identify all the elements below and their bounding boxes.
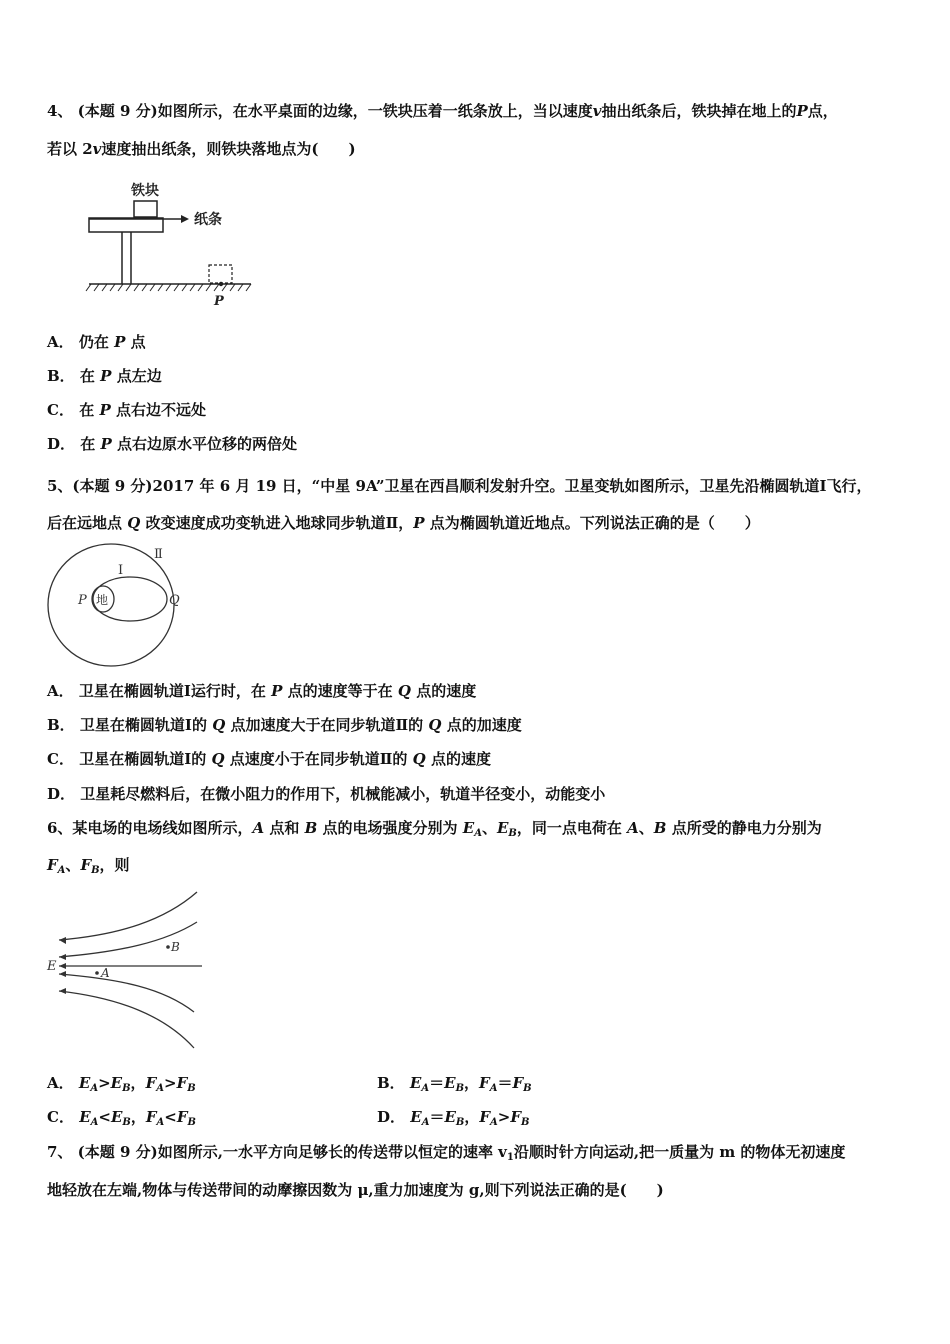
q4-stem-line1: 4、 (本题 9 分)如图所示，在水平桌面的边缘，一铁块压着一纸条放上，当以速度v抽出纸条后，铁块掉在地上的P点， (47, 102, 838, 120)
q6-option-d[interactable]: D． $E_A=E_B$，$F_A>F_B$ (377, 1108, 530, 1128)
fig-point-label: P (214, 294, 224, 309)
table-top (89, 218, 163, 232)
q5-option-a[interactable]: A． 卫星在椭圆轨道Ⅰ运行时，在 P 点的速度等于在 Q 点的速度 (47, 682, 477, 700)
fig-earth-label: 地 (96, 593, 109, 607)
q6-stem-line1: 6、某电场的电场线如图所示，A 点和 B 点的电场强度分别为 $E_A$、$E_B$，同一点电荷在 A、B 点所受的静电力分别为 (47, 819, 822, 839)
q6-field-figure (45, 888, 210, 1053)
q5-option-d[interactable]: D． 卫星耗尽燃料后，在微小阻力的作用下，机械能减小，轨道半径变小，动能变小 (47, 785, 606, 803)
q4-option-d[interactable]: D． 在 P 点右边原水平位移的两倍处 (47, 435, 298, 453)
fig-p-label: P (78, 593, 87, 608)
point-b-dot (166, 945, 170, 949)
q5-option-c[interactable]: C． 卫星在椭圆轨道Ⅰ的 Q 点速度小于在同步轨道Ⅱ的 Q 点的速度 (47, 750, 491, 768)
q4-option-c[interactable]: C． 在 P 点右边不远处 (47, 401, 206, 419)
q6-option-a[interactable]: A． $E_A>E_B$，$F_A>F_B$ (47, 1074, 196, 1094)
fig-orbit2-label: Ⅱ (154, 547, 163, 562)
iron-block (134, 201, 157, 217)
q6-stem-line2: $F_A$、$F_B$，则 (47, 856, 130, 876)
fig-orbit1-label: Ⅰ (118, 563, 124, 578)
q5-stem-line2: 后在远地点 Q 改变速度成功变轨进入地球同步轨道Ⅱ，P 点为椭圆轨道近地点。下列说法正确的是（ ） (47, 514, 760, 532)
point-a-dot (95, 971, 99, 975)
fig-a-label: A (101, 966, 110, 980)
q4-stem-line2: 若以 2v速度抽出纸条，则铁块落地点为( ) (47, 140, 356, 158)
fig-block-label: 铁块 (131, 183, 159, 199)
q4-option-a[interactable]: A． 仍在 P 点 (47, 333, 146, 351)
arrow-head (181, 215, 189, 223)
q5-orbit-figure (45, 545, 195, 670)
q4-option-b[interactable]: B． 在 P 点左边 (47, 367, 162, 385)
arrow-head (59, 937, 66, 944)
q5-option-b[interactable]: B． 卫星在椭圆轨道Ⅰ的 Q 点加速度大于在同步轨道Ⅱ的 Q 点的加速度 (47, 716, 522, 734)
landing-block-dashed (209, 265, 232, 283)
orbit-2-circle (48, 544, 174, 666)
fig-e-label: E (47, 959, 57, 974)
q7-stem-line1: 7、 (本题 9 分)如图所示,一水平方向足够长的传送带以恒定的速率 $v_1$沿顺时针方向运动,把一质量为 m 的物体无初速度 (47, 1143, 846, 1163)
fig-b-label: B (171, 940, 180, 954)
arrow-head (59, 963, 66, 969)
q7-stem-line2: 地轻放在左端,物体与传送带间的动摩擦因数为 μ,重力加速度为 g,则下列说法正确的是( ) (47, 1181, 664, 1199)
arrow-head (59, 971, 66, 977)
arrow-head (59, 954, 66, 960)
fig-paper-label: 纸条 (194, 212, 222, 228)
q6-option-c[interactable]: C． $E_A<E_B$，$F_A<F_B$ (47, 1108, 196, 1128)
point-p-dot (219, 282, 223, 286)
q4-figure (85, 176, 265, 316)
q6-option-b[interactable]: B． $E_A=E_B$，$F_A=F_B$ (377, 1074, 532, 1094)
fig-q-label: Q (169, 593, 180, 608)
q5-stem-line1: 5、(本题 9 分)2017 年 6 月 19 日，“中星 9A”卫星在西昌顺利发射升空。卫星变轨如图所示，卫星先沿椭圆轨道Ⅰ飞行， (47, 477, 872, 495)
arrow-head (59, 988, 66, 994)
